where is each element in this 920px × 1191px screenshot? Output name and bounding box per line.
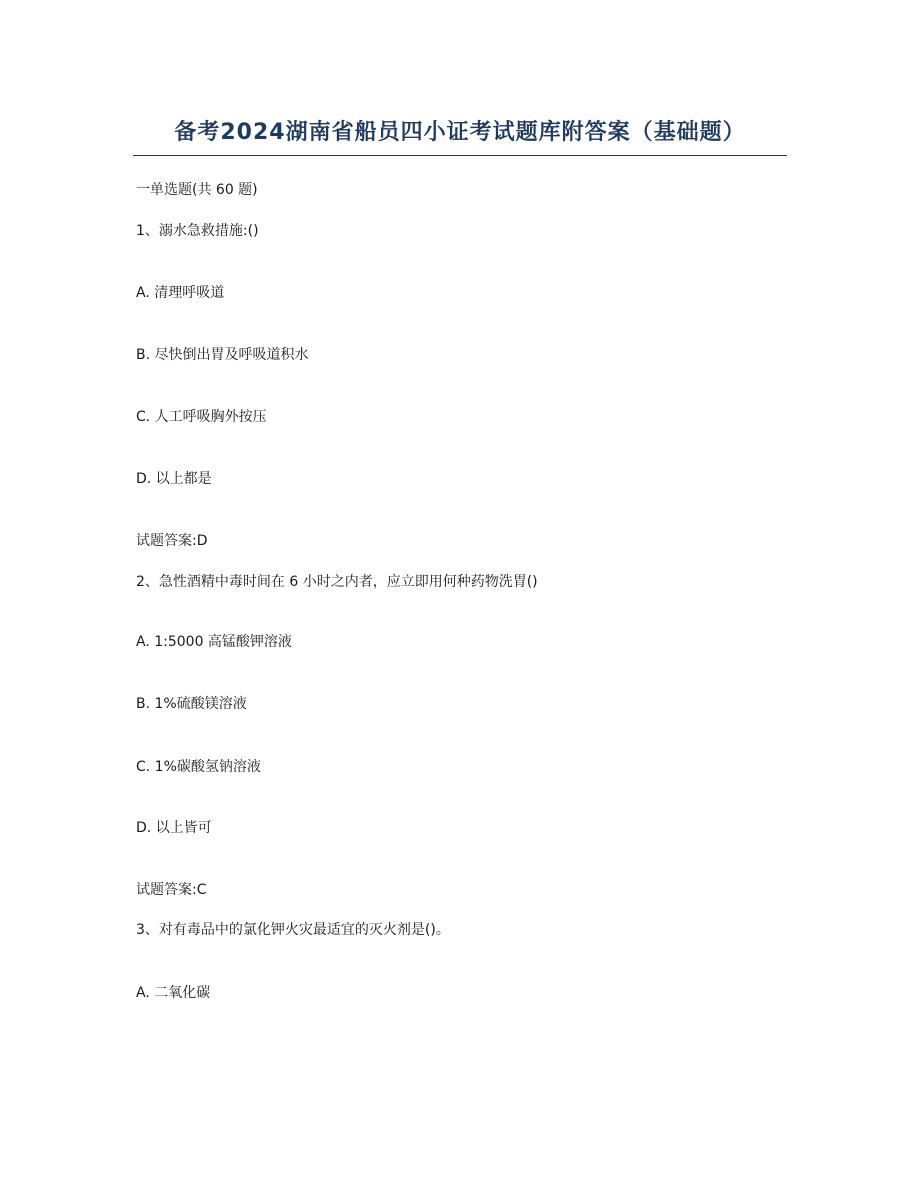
question-2: 2、急性酒精中毒时间在 6 小时之内者，应立即用何种药物洗胃(): [136, 574, 538, 590]
q2-option-b: B. 1%硫酸镁溶液: [136, 696, 247, 712]
document-title: 备考2024湖南省船员四小证考试题库附答案（基础题）: [174, 120, 746, 145]
q3-option-a: A. 二氧化碳: [136, 985, 211, 1001]
q1-option-d: D. 以上都是: [136, 471, 212, 487]
title-underline: [133, 155, 787, 156]
q1-option-a: A. 清理呼吸道: [136, 285, 225, 301]
q2-option-d: D. 以上皆可: [136, 820, 212, 836]
q2-option-a: A. 1:5000 高锰酸钾溶液: [136, 634, 292, 650]
section-heading: 一单选题(共 60 题): [136, 182, 258, 198]
question-3: 3、对有毒品中的氯化钾火灾最适宜的灭火剂是()。: [136, 922, 450, 938]
q1-option-c: C. 人工呼吸胸外按压: [136, 409, 267, 425]
q2-answer: 试题答案:C: [136, 882, 207, 898]
q1-answer: 试题答案:D: [136, 533, 208, 549]
question-1: 1、溺水急救措施:(): [136, 223, 259, 239]
q1-option-b: B. 尽快倒出胃及呼吸道积水: [136, 347, 309, 363]
q2-option-c: C. 1%碳酸氢钠溶液: [136, 759, 261, 775]
